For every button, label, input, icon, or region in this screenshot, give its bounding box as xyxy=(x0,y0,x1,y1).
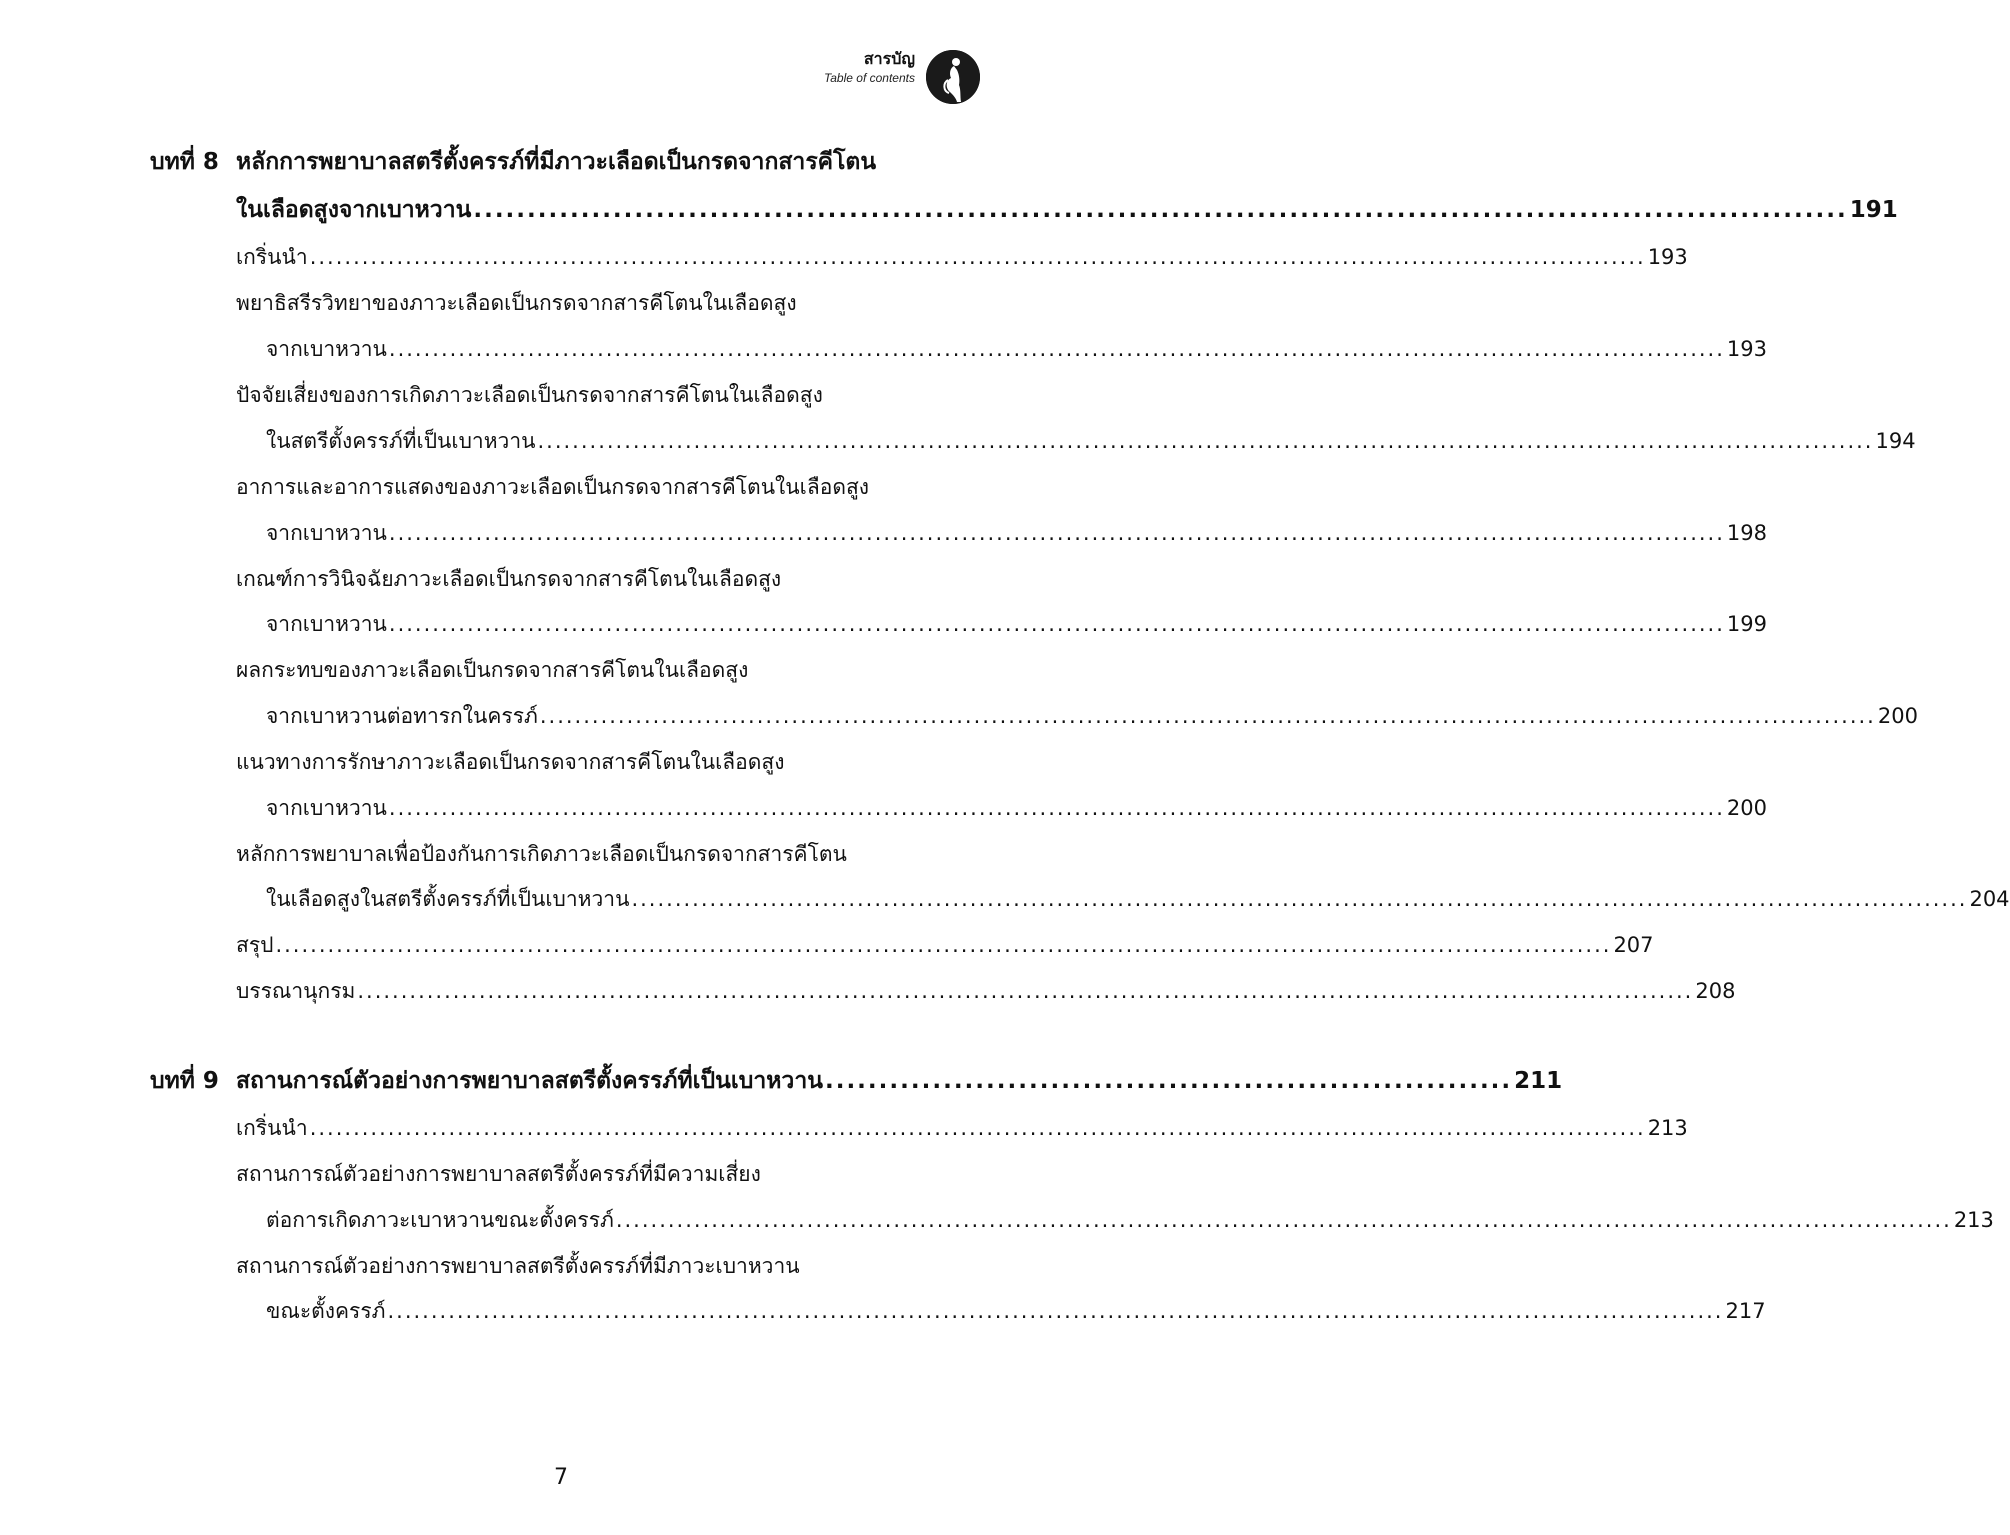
chapter-9-title: สถานการณ์ตัวอย่างการพยาบาลสตรีตั้งครรภ์ที่เป็นเบาหวาน xyxy=(236,1068,823,1094)
chapter-9-page: 211 xyxy=(1514,1068,1563,1094)
toc-entry-cont[interactable] xyxy=(266,609,1767,639)
running-header xyxy=(824,48,915,86)
entry-title: สถานการณ์ตัวอย่างการพยาบาลสตรีตั้งครรภ์ที่มีความเสี่ยง xyxy=(236,1162,761,1186)
toc-entry-cont[interactable] xyxy=(266,1205,1994,1235)
leader-dots: .......................................................................................................................................................... xyxy=(539,704,1876,728)
entry-page: 204 xyxy=(1969,887,2010,911)
toc-entry[interactable] xyxy=(236,288,970,318)
entry-title: อาการและอาการแสดงของภาวะเลือดเป็นกรดจากสารคีโตนในเลือดสูง xyxy=(236,475,870,499)
entry-title: สรุป xyxy=(236,933,274,957)
entry-title-cont: ในเลือดสูงในสตรีตั้งครรภ์ที่เป็นเบาหวาน xyxy=(266,887,630,911)
entry-page: 200 xyxy=(1877,704,1918,728)
entry-page: 199 xyxy=(1726,612,1767,636)
entry-title-cont: ขณะตั้งครรภ์ xyxy=(266,1299,386,1323)
entry-page: 200 xyxy=(1726,796,1767,820)
chapter-9-label: บทที่ 9 xyxy=(150,1068,219,1094)
entry-title-cont: จากเบาหวานต่อทารกในครรภ์ xyxy=(266,704,538,728)
toc-entry[interactable] xyxy=(236,976,1736,1006)
entry-page: 194 xyxy=(1875,429,1916,453)
entry-page: 207 xyxy=(1613,933,1654,957)
entry-title-cont: จากเบาหวาน xyxy=(266,612,387,636)
chapter-8-title-cont: ในเลือดสูงจากเบาหวาน xyxy=(236,197,472,223)
entry-title: เกณฑ์การวินิจฉัยภาวะเลือดเป็นกรดจากสารคีโตนในเลือดสูง xyxy=(236,567,782,591)
leader-dots: ................................................................ xyxy=(824,1068,1513,1094)
entry-title-cont: จากเบาหวาน xyxy=(266,337,387,361)
chapter-9-title-line1[interactable] xyxy=(236,1066,1563,1096)
leader-dots: .......................................................................................................................................................... xyxy=(631,887,1968,911)
toc-entry-cont[interactable] xyxy=(266,426,1916,456)
leader-dots: .......................................................................................................................................................... xyxy=(387,1299,1724,1323)
pregnant-woman-silhouette-icon xyxy=(926,50,980,104)
leader-dots: .......................................................................................................................................................... xyxy=(388,521,1725,545)
leader-dots: .......................................................................................................................................................... xyxy=(388,337,1725,361)
toc-entry-cont[interactable] xyxy=(266,701,1918,731)
toc-entry-cont[interactable] xyxy=(266,884,2010,914)
toc-entry-cont[interactable] xyxy=(266,334,1767,364)
leader-dots: ................................................................................................................................ xyxy=(473,197,1848,223)
entry-title: แนวทางการรักษาภาวะเลือดเป็นกรดจากสารคีโตนในเลือดสูง xyxy=(236,750,785,774)
chapter-8-title-line2[interactable] xyxy=(236,195,1898,225)
entry-title: เกริ่นนำ xyxy=(236,245,308,269)
entry-title: พยาธิสรีรวิทยาของภาวะเลือดเป็นกรดจากสารคีโตนในเลือดสูง xyxy=(236,291,797,315)
leader-dots: .......................................................................................................................................................... xyxy=(309,1116,1646,1140)
page-number: 7 xyxy=(554,1465,568,1490)
entry-page: 208 xyxy=(1695,979,1736,1003)
entry-title-cont: ในสตรีตั้งครรภ์ที่เป็นเบาหวาน xyxy=(266,429,536,453)
toc-entry[interactable] xyxy=(236,655,970,685)
chapter-8-label: บทที่ 8 xyxy=(150,149,219,175)
leader-dots: .......................................................................................................................................................... xyxy=(388,612,1725,636)
leader-dots: .......................................................................................................................................................... xyxy=(357,979,1694,1003)
entry-title-cont: ต่อการเกิดภาวะเบาหวานขณะตั้งครรภ์ xyxy=(266,1208,614,1232)
entry-title-cont: จากเบาหวาน xyxy=(266,521,387,545)
entry-title: หลักการพยาบาลเพื่อป้องกันการเกิดภาวะเลือดเป็นกรดจากสารคีโตน xyxy=(236,842,847,866)
toc-entry[interactable] xyxy=(236,242,1688,272)
toc-entry[interactable] xyxy=(236,1113,1688,1143)
chapter-8-title-line1[interactable] xyxy=(236,147,970,177)
toc-entry[interactable] xyxy=(236,1251,970,1281)
leader-dots: .......................................................................................................................................................... xyxy=(615,1208,1952,1232)
chapter-8-page: 191 xyxy=(1849,197,1898,223)
leader-dots: .......................................................................................................................................................... xyxy=(309,245,1646,269)
toc-entry-cont[interactable] xyxy=(266,1296,1766,1326)
leader-dots: .......................................................................................................................................................... xyxy=(388,796,1725,820)
entry-title: บรรณานุกรม xyxy=(236,979,356,1003)
entry-page: 213 xyxy=(1953,1208,1994,1232)
toc-entry[interactable] xyxy=(236,839,970,869)
toc-entry[interactable] xyxy=(236,564,970,594)
entry-page: 217 xyxy=(1725,1299,1766,1323)
toc-entry-cont[interactable] xyxy=(266,793,1767,823)
toc-entry-cont[interactable] xyxy=(266,518,1767,548)
entry-page: 193 xyxy=(1647,245,1688,269)
entry-title: ผลกระทบของภาวะเลือดเป็นกรดจากสารคีโตนในเลือดสูง xyxy=(236,658,749,682)
chapter-8-title: หลักการพยาบาลสตรีตั้งครรภ์ที่มีภาวะเลือดเป็นกรดจากสารคีโตน xyxy=(236,149,877,175)
entry-title: ปัจจัยเสี่ยงของการเกิดภาวะเลือดเป็นกรดจากสารคีโตนในเลือดสูง xyxy=(236,383,823,407)
leader-dots: .......................................................................................................................................................... xyxy=(537,429,1874,453)
entry-page: 193 xyxy=(1726,337,1767,361)
toc-entry[interactable] xyxy=(236,1159,970,1189)
header-title: สารบัญ xyxy=(863,49,915,68)
entry-title: สถานการณ์ตัวอย่างการพยาบาลสตรีตั้งครรภ์ที่มีภาวะเบาหวาน xyxy=(236,1254,800,1278)
toc-entry[interactable] xyxy=(236,747,970,777)
toc-entry[interactable] xyxy=(236,472,970,502)
toc-entry[interactable] xyxy=(236,930,1654,960)
leader-dots: .......................................................................................................................................................... xyxy=(275,933,1612,957)
header-subtitle: Table of contents xyxy=(824,71,915,85)
entry-page: 213 xyxy=(1647,1116,1688,1140)
entry-page: 198 xyxy=(1726,521,1767,545)
entry-title-cont: จากเบาหวาน xyxy=(266,796,387,820)
toc-entry[interactable] xyxy=(236,380,970,410)
entry-title: เกริ่นนำ xyxy=(236,1116,308,1140)
